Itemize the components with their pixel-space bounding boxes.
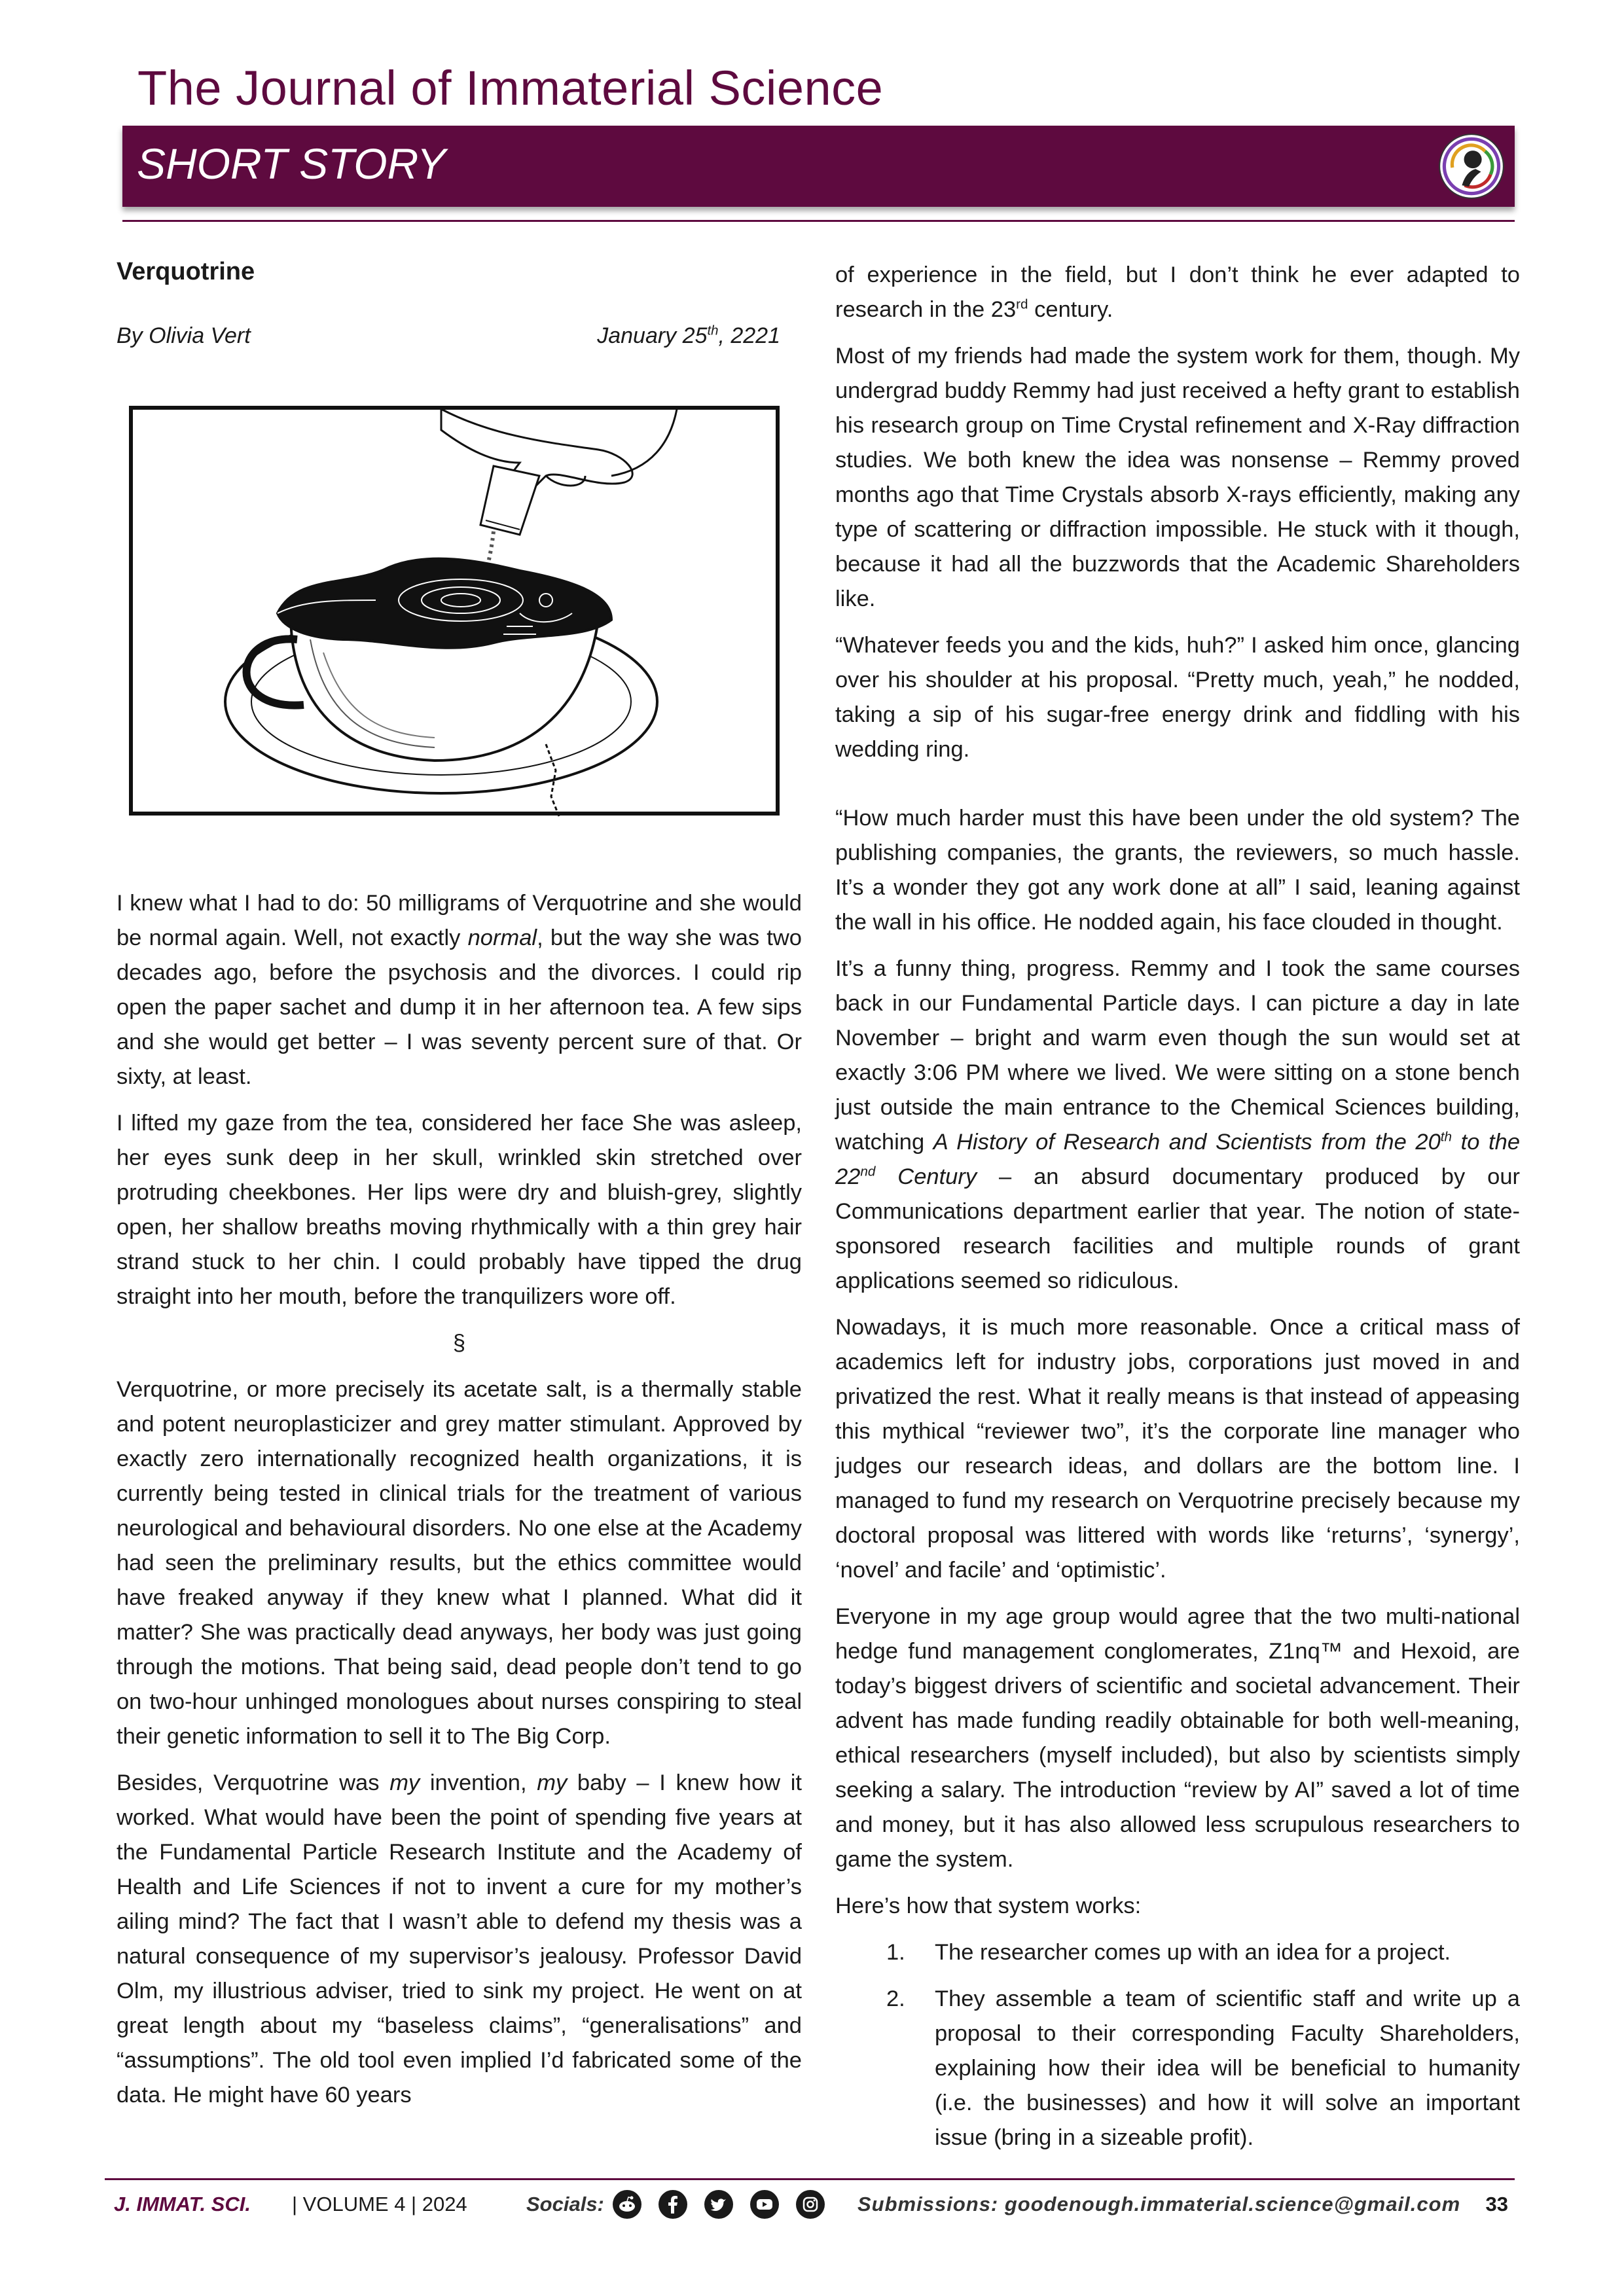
- left-column: [117, 886, 802, 2125]
- paragraph: Nowadays, it is much more reasonable. Once a critical mass of academics left for industry jobs, corporations just moved in and privatized the rest. What it really means is that instead of appeasing this mythical “reviewer two”, it’s the corporate line manager who judges our research ideas, and dollars are the bottom line. I managed to fund my research on Verquotrine precisely because my doctoral proposal was littered with words like ‘returns’, ‘synergy’, ‘novel’ and facile’ and ‘optimistic’.: [835, 1315, 1520, 1583]
- journal-abbrev: J. IMMAT. SCI.: [114, 2193, 251, 2215]
- byline: [117, 323, 780, 349]
- facebook-icon[interactable]: [659, 2190, 687, 2219]
- journal-logo-icon: [1437, 132, 1506, 200]
- paragraph: Besides, Verquotrine was my invention, my baby – I knew how it worked. What would have been the point of spending five years at the Fundamental Particle Research Institute and the Academy of Health and Life Sciences if not to invent a cure for my mother’s ailing mind? The fact that I wasn’t able to defend my thesis was a natural consequence of my supervisor’s jealousy. Professor David Olm, my illustrious adviser, tried to sink my project. He went on at great length about my “baseless claims”, “generalisations” and “assumptions”. The old tool even implied I’d fabricated some of the data. He might have 60 years: [117, 1770, 803, 2108]
- paragraph: It’s a funny thing, progress. Remmy and I took the same courses back in our Fundamental Particle days. I can picture a day in late November – bright and warm even though the sun would set at exactly 3:06 PM where we lived. We were sitting on a stone bench just outside the main entrance to the Chemical Sciences building, watching A History of Research and Scientists from the 20th to the 22nd Century – an absurd documentary produced by our Communications department earlier that year. The notion of state-sponsored research facilities and multiple rounds of grant applications seemed so ridiculous.: [835, 956, 1521, 1293]
- volume-info: | VOLUME 4 | 2024: [292, 2193, 467, 2215]
- steps-list: [835, 1935, 1520, 2155]
- publication-date: January 25th, 2221: [597, 323, 780, 348]
- submissions-email[interactable]: Submissions: goodenough.immaterial.science@gmail.com: [857, 2193, 1461, 2215]
- paragraph: Everyone in my age group would agree that the two multi-national hedge fund management conglomerates, Z1nq™ and Hexoid, are today’s biggest drivers of scientific and societal advancement. Their advent has made funding readily obtainable for both well-meaning, ethical researchers (myself included), but also by scientists simply seeking a salary. The introduction “review by AI” saved a lot of time and money, but it has also allowed less scrupulous researchers to game the system.: [835, 1604, 1520, 1872]
- paragraph: I knew what I had to do: 50 milligrams of Verquotrine and she would be normal again. Well, not exactly normal, but the way she was two decades ago, before the psychosis and the divorces. I could rip open the paper sachet and dump it in her afternoon tea. A few sips and she would get better – I was seventy percent sure of that. Or sixty, at least.: [117, 891, 802, 1089]
- journal-title: The Journal of Immaterial Science: [137, 61, 884, 115]
- author: By Olivia Vert: [117, 323, 251, 348]
- story-title: Verquotrine: [117, 258, 255, 285]
- list-item: 2. They assemble a team of scientific staff and write up a proposal to their corresponding Faculty Shareholders, explaining how their idea will be beneficial to humanity (i.e. the businesses) and how it will solve an important issue (bring in a sizeable profit).: [886, 1986, 1520, 2150]
- paragraph: Verquotrine, or more precisely its acetate salt, is a thermally stable and potent neuroplasticizer and grey matter stimulant. Approved by exactly zero internationally recognized health organizations, it is currently being tested in clinical trials for the treatment of various neurological and behavioural disorders. No one else at the Academy had seen the preliminary results, but the ethics committee would have freaked anyway if they knew what I planned. What did it matter? She was practically dead anyways, her body was just going through the motions. That being said, dead people don’t tend to go on two-hour unhinged monologues about nurses conspiring to steal their genetic information to sell it to The Big Corp.: [117, 1377, 802, 1749]
- section-break: §: [452, 1331, 466, 1355]
- paragraph: I lifted my gaze from the tea, considered her face She was asleep, her eyes sunk deep in her skull, wrinkled skin stretched over protruding cheekbones. Her lips were dry and bluish-grey, slightly open, her shallow breaths moving rhythmically with a thin grey hair strand stuck to her chin. I could probably have tipped the drug straight into her mouth, before the tranquilizers wore off.: [117, 1111, 802, 1309]
- paragraph: Here’s how that system works:: [835, 1893, 1142, 1918]
- right-column: [835, 258, 1520, 2167]
- section-banner: [122, 126, 1515, 207]
- socials-label: Socials:: [526, 2193, 604, 2215]
- section-label: SHORT STORY: [137, 139, 446, 188]
- reddit-icon[interactable]: [613, 2190, 641, 2219]
- paragraph: “Whatever feeds you and the kids, huh?” I asked him once, glancing over his shoulder at his proposal. “Pretty much, yeah,” he nodded, taking a sip of his sugar-free energy drink and fiddling with his wedding ring.: [835, 633, 1520, 762]
- teacup-illustration: [127, 404, 782, 817]
- paragraph: “How much harder must this have been under the old system? The publishing companies, the grants, the reviewers, so much hassle. It’s a wonder they got any work done at all” I said, leaning against the wall in his office. He nodded again, his face clouded in thought.: [835, 806, 1520, 935]
- twitter-icon[interactable]: [704, 2190, 733, 2219]
- page-number: 33: [1485, 2193, 1508, 2215]
- footer: [114, 2186, 1508, 2225]
- youtube-icon[interactable]: [750, 2190, 779, 2219]
- footer-rule: [105, 2178, 1515, 2180]
- paragraph: Most of my friends had made the system work for them, though. My undergrad buddy Remmy had just received a hefty grant to establish his research group on Time Crystal refinement and X-Ray diffraction studies. We both knew the idea was nonsense – Remmy proved months ago that Time Crystals absorb X-rays efficiently, making any type of scattering or diffraction impossible. He stuck with it though, because it had all the buzzwords that the Academic Shareholders like.: [835, 344, 1520, 611]
- instagram-icon[interactable]: [796, 2190, 825, 2219]
- header-rule: [122, 220, 1515, 222]
- list-item: 1. The researcher comes up with an idea for a project.: [886, 1940, 1451, 1965]
- paragraph: of experience in the field, but I don’t think he ever adapted to research in the 23rd century.: [835, 262, 1520, 322]
